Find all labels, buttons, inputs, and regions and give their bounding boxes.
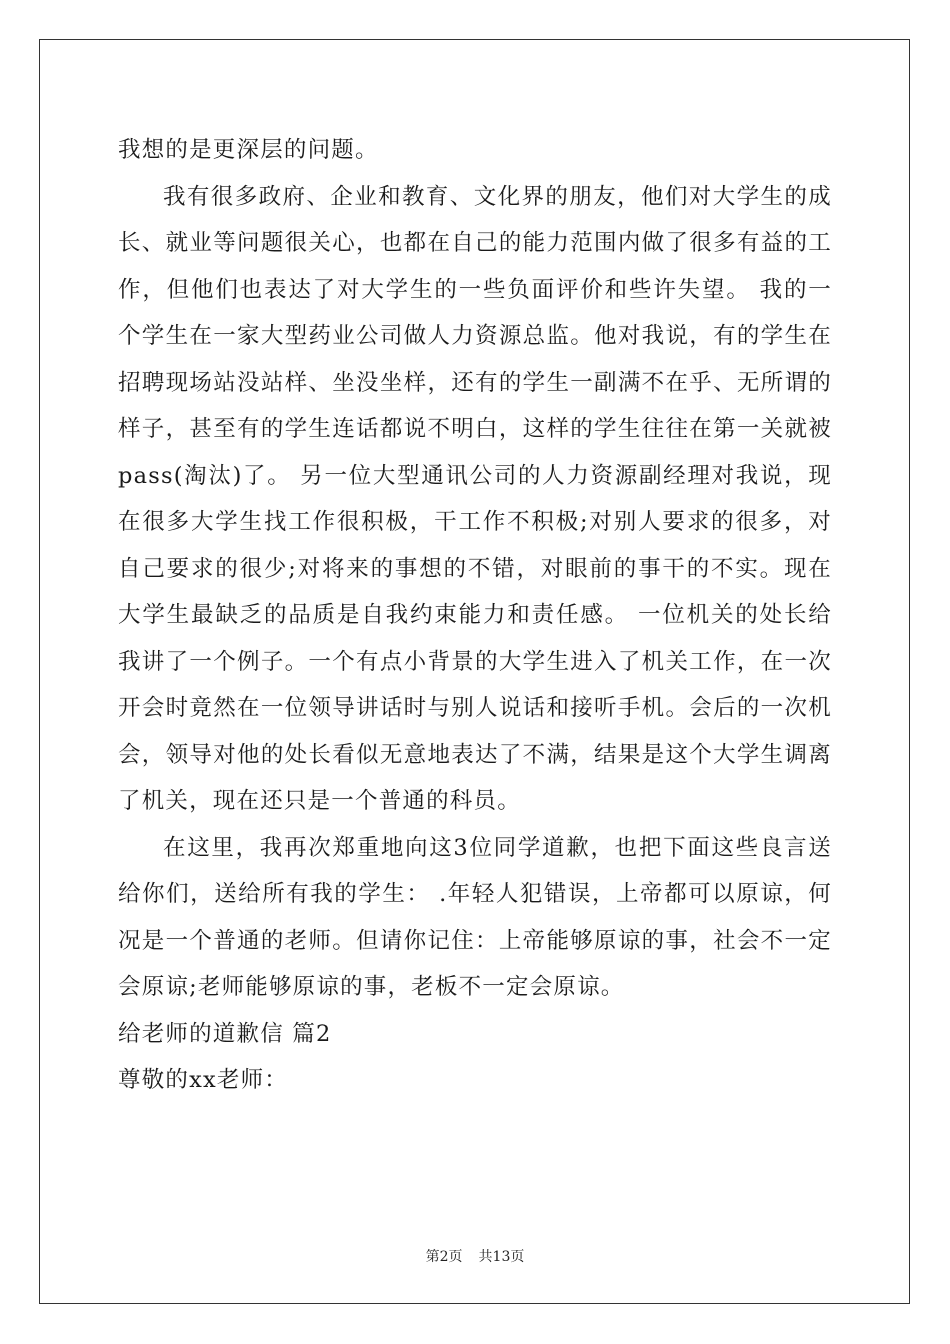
page-total: 共13页 <box>478 1249 525 1265</box>
document-body <box>118 127 832 1104</box>
section-heading: 给老师的道歉信 篇2 <box>118 1020 332 1047</box>
paragraph-intro: 我想的是更深层的问题。 <box>118 137 379 163</box>
page-number: 第2页 <box>425 1249 463 1265</box>
page-footer <box>0 1248 950 1266</box>
salutation: 尊敬的xx老师： <box>118 1067 288 1093</box>
paragraph-apology: 在这里，我再次郑重地向这3位同学道歉，也把下面这些良言送给你们，送给所有我的学生： .年轻人犯错误，上帝都可以原谅，何况是一个普通的老师。但请你记住：上帝能够原谅的事，社会不一定会原谅;老师能够原谅的事，老板不一定会原谅。 <box>118 834 832 1000</box>
paragraph-friends-feedback: 我有很多政府、企业和教育、文化界的朋友，他们对大学生的成长、就业等问题很关心，也都在自己的能力范围内做了很多有益的工作，但他们也表达了对大学生的一些负面评价和些许失望。 我的一个学生在一家大型药业公司做人力资源总监。他对我说，有的学生在招聘现场站没站样、坐没坐样，还有的学生一副满不在乎、无所谓的样子，甚至有的学生连话都说不明白，这样的学生往往在第一关就被pass(淘汰)了。 另一位大型通讯公司的人力资源副经理对我说，现在很多大学生找工作很积极，干工作不积极;对别人要求的很多，对自己要求的很少;对将来的事想的不错，对眼前的事干的不实。现在大学生最缺乏的品质是自我约束能力和责任感。 一位机关的处长给我讲了一个例子。一个有点小背景的大学生进入了机关工作，在一次开会时竟然在一位领导讲话时与别人说话和接听手机。会后的一次机会，领导对他的处长看似无意地表达了不满，结果是这个大学生调离了机关，现在还只是一个普通的科员。 <box>118 183 832 814</box>
